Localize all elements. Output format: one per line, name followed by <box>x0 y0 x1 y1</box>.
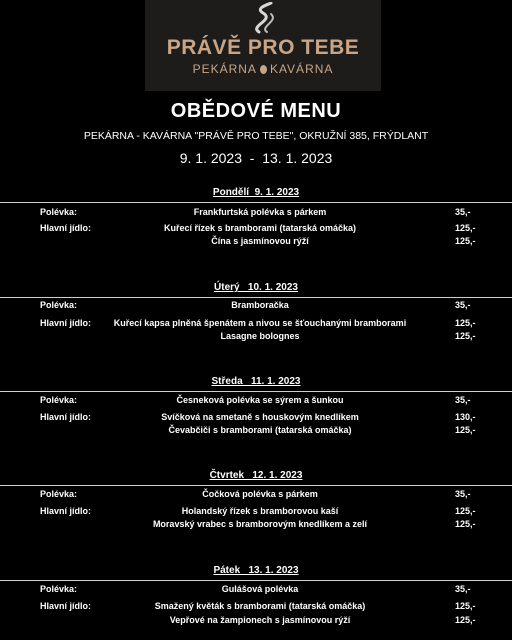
main-dish: Čína s jasmínovou rýží <box>211 236 309 246</box>
main-dish: Smažený květák s bramborami (tatarská omáčka) <box>154 601 366 611</box>
soup-name: Bramboračka <box>231 300 289 310</box>
soup-row <box>0 300 512 313</box>
address: PEKÁRNA - KAVÁRNA "PRÁVĚ PRO TEBE", OKRUŽNÍ 385, FRÝDLANT <box>83 130 429 142</box>
logo-subtitle <box>145 62 381 76</box>
soup-label: Polévka: <box>40 300 78 310</box>
main-price: 125,- <box>455 601 476 611</box>
main-row <box>0 519 512 532</box>
main-label: Hlavní jídlo: <box>40 506 92 516</box>
soup-row <box>0 207 512 220</box>
soup-price: 35,- <box>455 584 471 594</box>
day-heading: Středa 11. 1. 2023 <box>211 376 301 387</box>
soup-price: 35,- <box>455 207 471 217</box>
soup-row <box>0 395 512 408</box>
main-dish: Vepřové na žampionech s jasmínovou rýží <box>169 615 351 625</box>
divider <box>0 485 512 486</box>
main-price: 125,- <box>455 425 476 435</box>
main-price: 125,- <box>455 318 476 328</box>
main-dish: Čevabčiči s bramborami (tatarská omáčka) <box>168 425 352 435</box>
main-row <box>0 506 512 519</box>
main-row <box>0 331 512 344</box>
main-dish: Lasagne bolognes <box>220 331 300 341</box>
main-price: 125,- <box>455 506 476 516</box>
main-row <box>0 615 512 628</box>
logo <box>145 0 381 91</box>
main-price: 125,- <box>455 236 476 246</box>
main-dish: Kuřecí řízek s bramborami (tatarská omáčka) <box>163 223 357 233</box>
main-price: 125,- <box>455 331 476 341</box>
day-heading: Úterý 10. 1. 2023 <box>214 282 298 293</box>
date-range: 9. 1. 2023 - 13. 1. 2023 <box>179 150 333 166</box>
soup-price: 35,- <box>455 300 471 310</box>
logo-subtitle-right: KAVÁRNA <box>269 62 334 76</box>
main-row <box>0 601 512 614</box>
main-dish: Svíčková na smetaně s houskovým knedlíkem <box>161 412 359 422</box>
coffee-steam-icon <box>245 2 285 34</box>
soup-name: Gulášová polévka <box>221 584 299 594</box>
soup-label: Polévka: <box>40 395 78 405</box>
divider <box>0 297 512 298</box>
main-label: Hlavní jídlo: <box>40 318 92 328</box>
soup-row <box>0 584 512 597</box>
logo-title: PRÁVĚ PRO TEBE <box>166 36 360 59</box>
day-heading: Čtvrtek 12. 1. 2023 <box>209 470 303 481</box>
soup-name: Čočková polévka s párkem <box>202 489 318 499</box>
soup-price: 35,- <box>455 395 471 405</box>
soup-label: Polévka: <box>40 207 78 217</box>
main-price: 130,- <box>455 412 476 422</box>
soup-name: Česneková polévka se sýrem a šunkou <box>176 395 344 405</box>
menu-title: OBĚDOVÉ MENU <box>170 100 342 122</box>
main-label: Hlavní jídlo: <box>40 223 92 233</box>
coffee-bean-icon <box>260 65 267 74</box>
divider <box>0 391 512 392</box>
day-heading: Pátek 13. 1. 2023 <box>213 565 299 576</box>
soup-name: Frankfurtská polévka s párkem <box>193 207 327 217</box>
main-row <box>0 318 512 331</box>
main-label: Hlavní jídlo: <box>40 412 92 422</box>
main-price: 125,- <box>455 615 476 625</box>
main-row <box>0 236 512 249</box>
soup-label: Polévka: <box>40 489 78 499</box>
day-heading: Pondělí 9. 1. 2023 <box>212 187 300 198</box>
divider <box>0 202 512 203</box>
main-row <box>0 425 512 438</box>
main-dish: Kuřecí kapsa plněná špenátem a nivou se šťouchanými bramborami <box>113 318 407 328</box>
main-price: 125,- <box>455 223 476 233</box>
main-row <box>0 412 512 425</box>
main-dish: Moravský vrabec s bramborovým knedlíkem a zelí <box>152 519 368 529</box>
divider <box>0 580 512 581</box>
main-dish: Holandský řízek s bramborovou kaší <box>181 506 339 516</box>
main-label: Hlavní jídlo: <box>40 601 92 611</box>
logo-subtitle-left: PEKÁRNA <box>192 62 257 76</box>
soup-price: 35,- <box>455 489 471 499</box>
main-price: 125,- <box>455 519 476 529</box>
soup-row <box>0 489 512 502</box>
soup-label: Polévka: <box>40 584 78 594</box>
main-row <box>0 223 512 236</box>
